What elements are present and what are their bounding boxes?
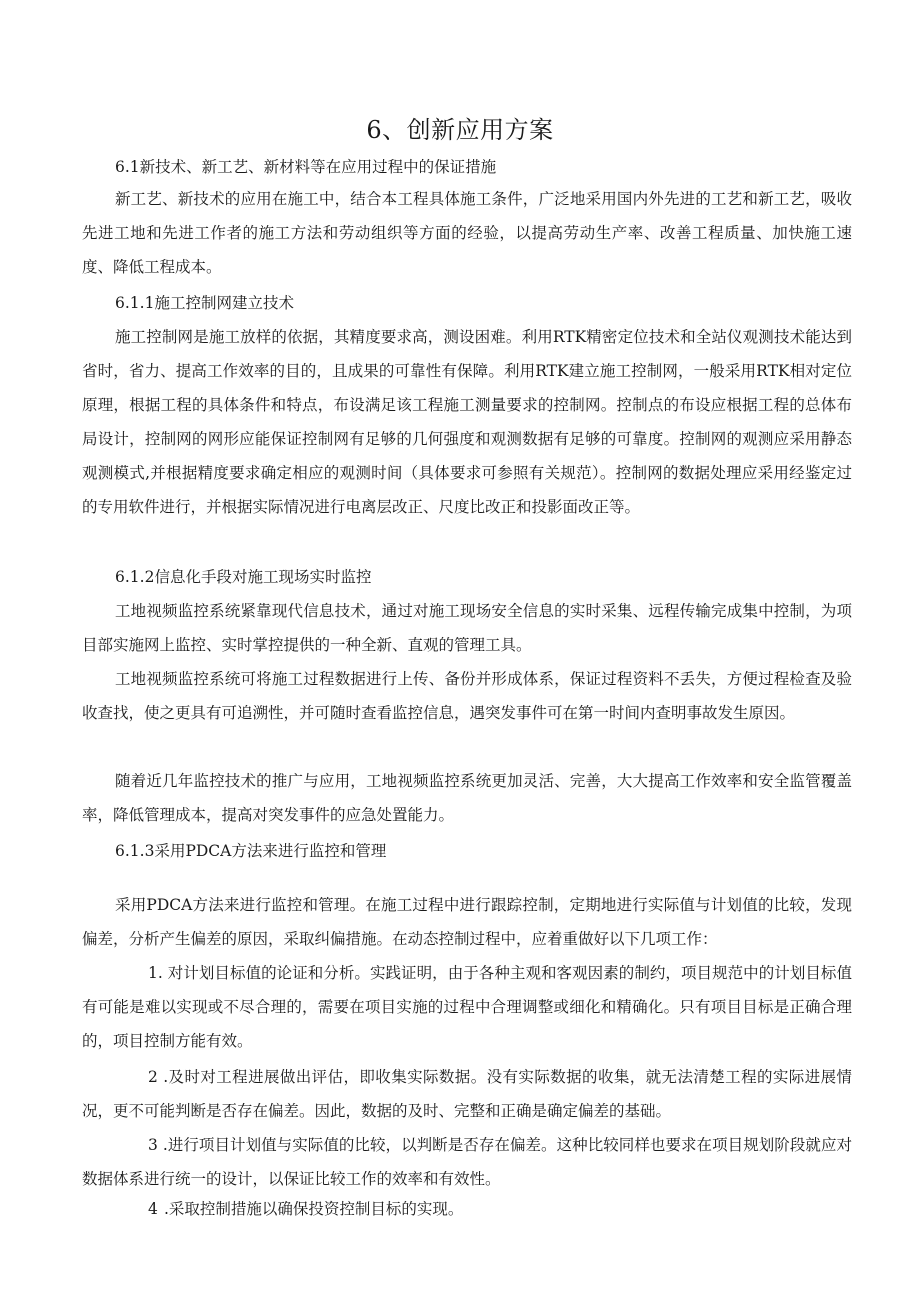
- section-6-1-2-para2: 工地视频监控系统可将施工过程数据进行上传、备份并形成体系，保证过程资料不丢失，方便过程检查及验收查找，使之更具有可追溯性，并可随时查看监控信息，遇突发事件可在第一时间内查明事故发生原因。: [82, 670, 852, 722]
- section-6-1-3-intro: 采用PDCA方法来进行监控和管理。在施工过程中进行跟踪控制，定期地进行实际值与计划值的比较，发现偏差，分析产生偏差的原因，采取纠偏措施。在动态控制过程中，应着重做好以下几项工作：: [82, 896, 852, 948]
- section-6-1-heading: 6.1新技术、新工艺、新材料等在应用过程中的保证措施: [115, 158, 497, 176]
- section-6-1-intro: 新工艺、新技术的应用在施工中，结合本工程具体施工条件，广泛地采用国内外先进的工艺和新工艺，吸收先进工地和先进工作者的施工方法和劳动组织等方面的经验，以提高劳动生产率、改善工程质量、加快施工速度、降低工程成本。: [82, 190, 852, 276]
- list-item-number: 1.: [148, 964, 163, 982]
- list-item-text: .进行项目计划值与实际值的比较，以判断是否存在偏差。这种比较同样也要求在项目规划阶段就应对数据体系进行统一的设计，以保证比较工作的效率和有效性。: [82, 1136, 852, 1188]
- list-item-number: 3: [148, 1136, 158, 1154]
- section-6-1-1-heading: 6.1.1施工控制网建立技术: [115, 294, 294, 312]
- section-6-1-2-heading: 6.1.2信息化手段对施工现场实时监控: [115, 568, 372, 586]
- section-6-1-2-para3: 随着近几年监控技术的推广与应用，工地视频监控系统更加灵活、完善，大大提高工作效率和安全监管覆盖率，降低管理成本，提高对突发事件的应急处置能力。: [82, 772, 852, 824]
- section-6-1-3-heading: 6.1.3采用PDCA方法来进行监控和管理: [115, 842, 387, 860]
- list-item-number: 4: [148, 1200, 158, 1218]
- list-item-text: 对计划目标值的论证和分析。实践证明，由于各种主观和客观因素的制约，项目规范中的计划目标值有可能是难以实现或不尽合理的，需要在项目实施的过程中合理调整或细化和精确化。只有项目目标是正确合理的，项目控制方能有效。: [82, 964, 852, 1050]
- section-6-1-1-body: 施工控制网是施工放样的依据，其精度要求高，测设困难。利用RTK精密定位技术和全站仪观测技术能达到省时，省力、提高工作效率的目的，且成果的可靠性有保障。利用RTK建立施工控制网，一般采用RTK相对定位原理，根据工程的具体条件和特点，布设满足该工程施工测量要求的控制网。控制点的布设应根据工程的总体布局设计，控制网的网形应能保证控制网有足够的几何强度和观测数据有足够的可靠度。控制网的观测应采用静态观测模式,并根据精度要求确定相应的观测时间（具体要求可参照有关规范）。控制网的数据处理应采用经鉴定过的专用软件进行，并根据实际情况进行电离层改正、尺度比改正和投影面改正等。: [82, 328, 852, 516]
- list-item-text: .采取控制措施以确保投资控制目标的实现。: [163, 1200, 464, 1218]
- list-item: [82, 1128, 852, 1196]
- list-item-number: 2: [148, 1068, 158, 1086]
- list-item: [82, 1192, 852, 1226]
- list-item: [82, 1060, 852, 1128]
- section-6-1-2-para1: 工地视频监控系统紧靠现代信息技术，通过对施工现场安全信息的实时采集、远程传输完成集中控制，为项目部实施网上监控、实时掌控提供的一种全新、直观的管理工具。: [82, 602, 852, 654]
- page-title: 6、创新应用方案: [366, 116, 554, 144]
- list-item-text: .及时对工程进展做出评估，即收集实际数据。没有实际数据的收集，就无法清楚工程的实际进展情况，更不可能判断是否存在偏差。因此，数据的及时、完整和正确是确定偏差的基础。: [82, 1068, 852, 1120]
- list-item: [82, 956, 852, 1058]
